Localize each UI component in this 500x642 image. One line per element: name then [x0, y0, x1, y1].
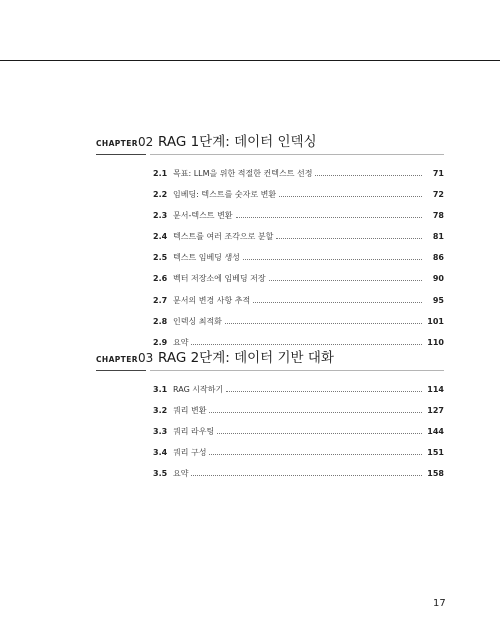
- chapter-title: RAG 1단계: 데이터 인덱싱: [158, 134, 317, 150]
- entry-number: 2.2: [153, 190, 168, 200]
- entry-page: 78: [432, 211, 444, 221]
- entry-page: 114: [427, 385, 444, 394]
- toc-entries: [153, 384, 444, 489]
- entry-number: 3.2: [153, 406, 168, 416]
- entry-number: 3.1: [153, 385, 168, 394]
- entry-title: 문서의 변경 사항 추적: [173, 295, 251, 305]
- entry-page: 158: [427, 469, 444, 479]
- dot-leader: [191, 344, 422, 345]
- chapter-heading: [96, 346, 444, 366]
- entry-page: 90: [432, 274, 444, 284]
- dot-leader: [243, 259, 422, 260]
- dot-leader: [217, 433, 422, 434]
- entry-title: 요약: [173, 337, 189, 347]
- chapter-rule: [96, 154, 444, 155]
- entry-number: 2.3: [153, 211, 168, 221]
- entry-number: 2.5: [153, 253, 168, 263]
- entry-page: 144: [427, 427, 444, 437]
- chapter-title: RAG 2단계: 데이터 기반 대화: [158, 350, 334, 366]
- entry-title: 쿼리 변환: [173, 406, 207, 416]
- entry-page: 151: [427, 448, 444, 458]
- entry-number: 2.9: [153, 337, 168, 347]
- top-rule: [0, 60, 500, 61]
- entry-title: 임베딩: 텍스트를 숫자로 변환: [173, 190, 277, 200]
- toc-entry[interactable]: [153, 316, 444, 337]
- entry-title: 문서-텍스트 변환: [173, 211, 233, 221]
- dot-leader: [269, 280, 422, 281]
- entry-number: 3.5: [153, 469, 168, 479]
- entry-page: 110: [427, 337, 444, 347]
- toc-entry[interactable]: [153, 295, 444, 316]
- entry-number: 3.4: [153, 448, 168, 458]
- entry-number: 2.1: [153, 169, 168, 178]
- chapter-number: 02: [138, 135, 154, 149]
- entry-page: 127: [427, 406, 444, 416]
- entry-number: 3.3: [153, 427, 168, 437]
- toc-entry[interactable]: [153, 273, 444, 294]
- entry-number: 2.6: [153, 274, 168, 284]
- toc-entry[interactable]: [153, 189, 444, 210]
- chapter-02-section: [96, 130, 444, 358]
- toc-entry[interactable]: [153, 468, 444, 489]
- chapter-label: CHAPTER: [96, 139, 138, 148]
- entry-title: 텍스트 임베딩 생성: [173, 253, 240, 263]
- entry-page: 86: [432, 253, 444, 263]
- toc-entry[interactable]: [153, 447, 444, 468]
- toc-entry[interactable]: [153, 384, 444, 405]
- chapter-03-section: [96, 346, 444, 489]
- toc-entry[interactable]: [153, 405, 444, 426]
- chapter-label: CHAPTER: [96, 355, 138, 364]
- dot-leader: [226, 391, 422, 392]
- entry-page: 72: [432, 190, 444, 200]
- entry-title: 요약: [173, 469, 189, 479]
- entry-number: 2.4: [153, 232, 168, 242]
- dot-leader: [225, 323, 422, 324]
- dot-leader: [191, 475, 422, 476]
- dot-leader: [236, 217, 422, 218]
- entry-title: 쿼리 구성: [173, 448, 207, 458]
- entry-page: 95: [432, 295, 444, 305]
- toc-entry[interactable]: [153, 210, 444, 231]
- dot-leader: [315, 175, 422, 176]
- entry-title: RAG 시작하기: [173, 385, 224, 394]
- toc-entry[interactable]: [153, 426, 444, 447]
- entry-title: 인덱싱 최적화: [173, 316, 222, 326]
- entry-page: 81: [432, 232, 444, 242]
- page-number: 17: [433, 598, 446, 609]
- chapter-heading: [96, 130, 444, 150]
- entry-title: 벡터 저장소에 임베딩 저장: [173, 274, 266, 284]
- chapter-rule: [96, 370, 444, 371]
- dot-leader: [253, 302, 422, 303]
- toc-entries: [153, 168, 444, 358]
- entry-number: 2.8: [153, 316, 168, 326]
- entry-title: 목표: LLM을 위한 적절한 컨텍스트 선정: [173, 169, 313, 178]
- toc-entry[interactable]: [153, 168, 444, 189]
- toc-entry[interactable]: [153, 231, 444, 252]
- entry-page: 101: [427, 316, 444, 326]
- toc-entry[interactable]: [153, 252, 444, 273]
- dot-leader: [276, 238, 422, 239]
- dot-leader: [209, 454, 422, 455]
- entry-title: 텍스트를 여러 조각으로 분할: [173, 232, 274, 242]
- dot-leader: [209, 412, 422, 413]
- chapter-number: 03: [138, 351, 154, 365]
- dot-leader: [279, 196, 422, 197]
- entry-title: 쿼리 라우팅: [173, 427, 215, 437]
- entry-number: 2.7: [153, 295, 168, 305]
- entry-page: 71: [432, 169, 444, 178]
